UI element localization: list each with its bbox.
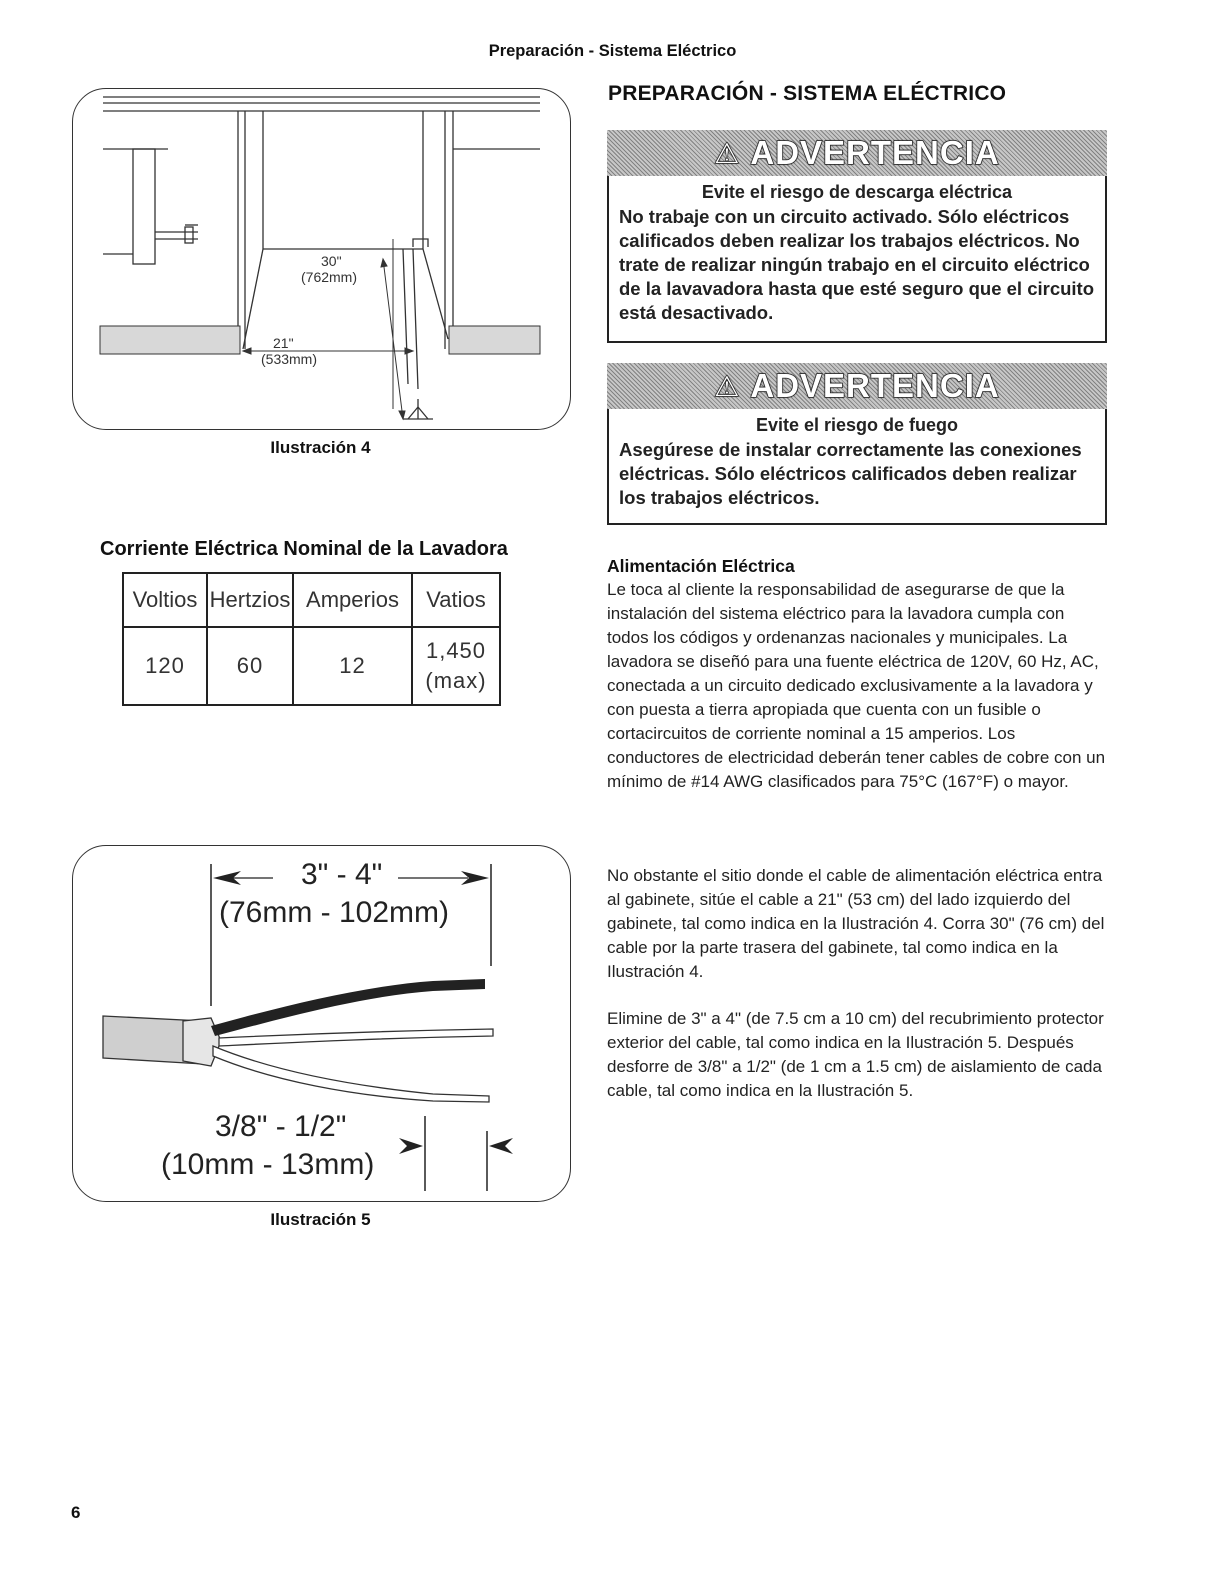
power-paragraph-3: Elimine de 3" a 4" (de 7.5 cm a 10 cm) del recubrimiento protector exterior del cable, tal como indica en la Ilustración 5. Después desforre de 3/8" a 1/2" (de 1 cm a 1.5 cm) de aislamiento de cada cable, tal como indica en la Ilustración 5. [607,1009,1104,1100]
value-voltios: 120 [123,627,207,705]
value-vatios-cell [412,627,500,705]
value-amperios: 12 [293,627,412,705]
warning-banner-label: ADVERTENCIA [750,134,1000,171]
warning-fire [607,363,1107,525]
header-hertzios: Hertzios [207,573,293,627]
warning-triangle-icon: ⚠ [714,370,741,402]
fig4-height-label: 30" [321,253,342,269]
figure-5-frame [72,845,571,1202]
warning-body: Asegúrese de instalar correctamente las conexiones eléctricas. Sólo eléctricos calificados deben realizar los trabajos eléctricos. [619,439,1082,508]
fig4-left-mm: (533mm) [261,351,318,367]
power-heading: Alimentación Eléctrica [607,556,795,576]
rating-table [122,572,501,706]
page-header: Preparación - Sistema Eléctrico [488,42,737,60]
fig5-outer-mm: (76mm - 102mm) [219,896,450,929]
header-vatios: Vatios [412,573,500,627]
figure-4-frame [72,88,571,430]
vatios-max-note: (max) [425,668,487,693]
section-title: PREPARACIÓN - SISTEMA ELÉCTRICO [608,82,1007,105]
fig5-inner-label: 3/8" - 1/2" [215,1110,347,1143]
power-paragraph-1: Le toca al cliente la responsabilidad de asegurarse de que la instalación del sistema eléctrico para la lavadora cumpla con todos los códigos y ordenanzas nacionales y municipales. La lavadora se diseñó para una fuente eléctrica de 120V, 60 Hz, AC, conectada a un circuito dedicado exclusivamente a la lavadora y con puesta a tierra apropiada que cuenta con un fusible o cortacircuitos de corriente nominal a 15 amperios. Los conductores de electricidad deberán tener cables de cobre con un mínimo de #14 AWG clasificados para 75°C (167°F) o mayor. [607,580,1106,791]
warning-electric-shock [607,130,1107,343]
warning-body: No trabaje con un circuito activado. Sólo eléctricos calificados deben realizar los trabajos eléctricos. No trate de realizar ningún trabajo en el circuito eléctrico de la lavavadora hasta que esté seguro que el circuito está desactivado. [619,206,1095,323]
value-hertzios: 60 [207,627,293,705]
warning-subtitle: Evite el riesgo de fuego [755,415,959,435]
fig5-outer-label: 3" - 4" [301,858,383,891]
fig4-left-label: 21" [273,335,294,351]
fig4-height-mm: (762mm) [301,269,358,285]
figure-4-caption: Ilustración 4 [270,438,371,457]
header-amperios: Amperios [293,573,412,627]
value-vatios: 1,450 [425,638,487,663]
warning-triangle-icon: ⚠ [714,137,741,169]
power-paragraph-2: No obstante el sitio donde el cable de alimentación eléctrica entra al gabinete, sitúe el cable a 21" (53 cm) del lado izquierdo del gabinete, tal como indica en la Ilustración 4. Corra 30" (76 cm) del cable por la parte trasera del gabinete, tal como indica en la Ilustración 4. [607,866,1105,981]
header-voltios: Voltios [123,573,207,627]
warning-banner [607,130,1107,176]
page-number: 6 [71,1503,81,1522]
figure-5-caption: Ilustración 5 [270,1210,371,1229]
fig5-inner-mm: (10mm - 13mm) [161,1148,375,1181]
rating-title: Corriente Eléctrica Nominal de la Lavadora [100,538,508,560]
warning-banner [607,363,1107,409]
warning-subtitle: Evite el riesgo de descarga eléctrica [701,182,1013,202]
warning-banner-label: ADVERTENCIA [750,367,1000,404]
